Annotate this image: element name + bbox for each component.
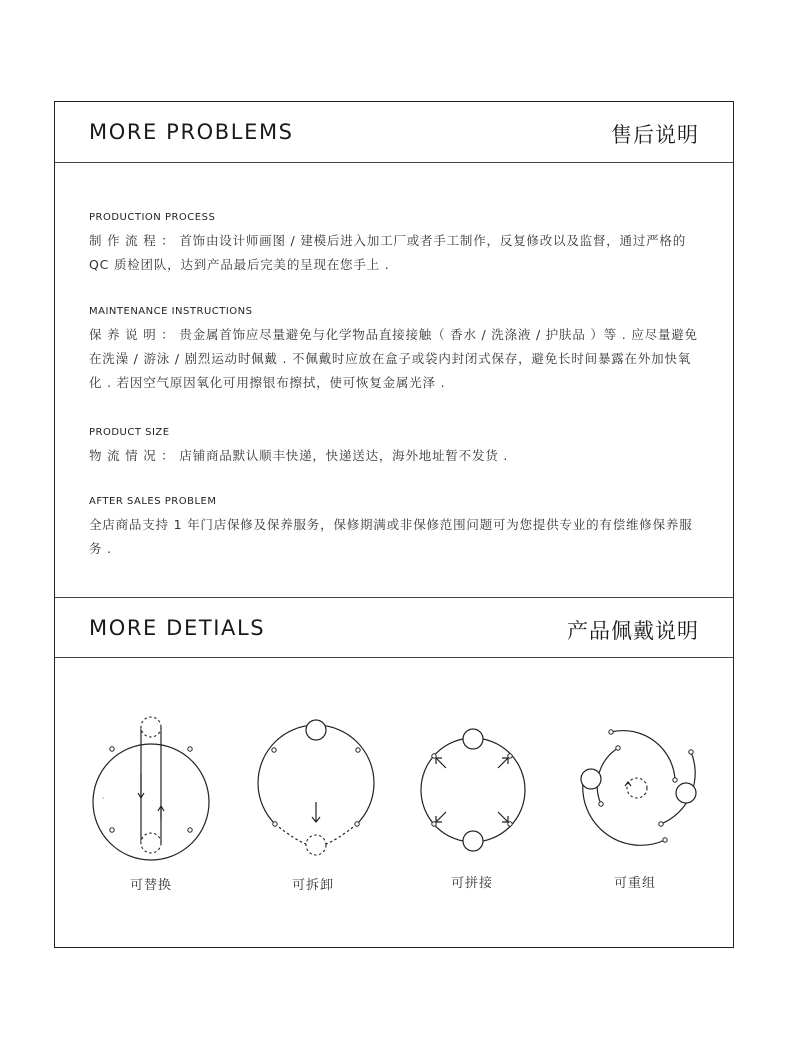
- section-title: PRODUCTION PROCESS: [89, 212, 216, 223]
- replaceable-icon: [85, 712, 215, 862]
- section-product-size: [89, 427, 701, 468]
- content-frame: [54, 101, 734, 948]
- wearing-instructions: [55, 662, 733, 949]
- section-body: 保 养 说 明 ： 贵金属首饰应尽量避免与化学物品直接接触（ 香水 / 洗涤液 / 护肤品 ）等 . 应尽量避免在洗澡 / 游泳 / 剧烈运动时佩戴 . 不佩戴时应放在盒子或袋内封闭式保存，避免长时间暴露在外加快氧化 . 若因空气原因氧化可用擦银布擦拭，使可恢复金属光泽 .: [89, 327, 698, 390]
- replaceable-label: 可替换: [129, 878, 172, 893]
- details-title-zh: 产品佩戴说明: [567, 619, 699, 643]
- detachable-icon: [250, 712, 380, 862]
- problems-header: [55, 102, 733, 163]
- detachable-label: 可拆卸: [291, 878, 334, 893]
- section-maintenance-instructions: [89, 306, 701, 395]
- problems-title-en: MORE PROBLEMS: [89, 120, 294, 144]
- details-header: [55, 597, 733, 658]
- reassemble-icon: [573, 712, 713, 862]
- section-title: PRODUCT SIZE: [89, 427, 170, 438]
- section-title: AFTER SALES PROBLEM: [89, 496, 217, 507]
- splice-label: 可拼接: [450, 876, 493, 891]
- section-body: 物 流 情 况 ： 店铺商品默认顺丰快递，快递送达，海外地址暂不发货 .: [89, 448, 509, 463]
- details-title-en: MORE DETIALS: [89, 616, 266, 640]
- section-title: MAINTENANCE INSTRUCTIONS: [89, 306, 253, 317]
- problems-title-zh: 售后说明: [611, 123, 699, 147]
- section-production-process: [89, 212, 701, 277]
- section-after-sales-problem: [89, 496, 701, 561]
- splice-icon: [411, 712, 541, 862]
- section-body: 制 作 流 程 ： 首饰由设计师画图 / 建模后进入加工厂或者手工制作，反复修改以及监督，通过严格的 QC 质检团队，达到产品最后完美的呈现在您手上 .: [89, 233, 687, 272]
- reassemble-label: 可重组: [613, 876, 656, 891]
- section-body: 全店商品支持 1 年门店保修及保养服务，保修期满或非保修范围问题可为您提供专业的有偿维修保养服务 .: [89, 517, 693, 556]
